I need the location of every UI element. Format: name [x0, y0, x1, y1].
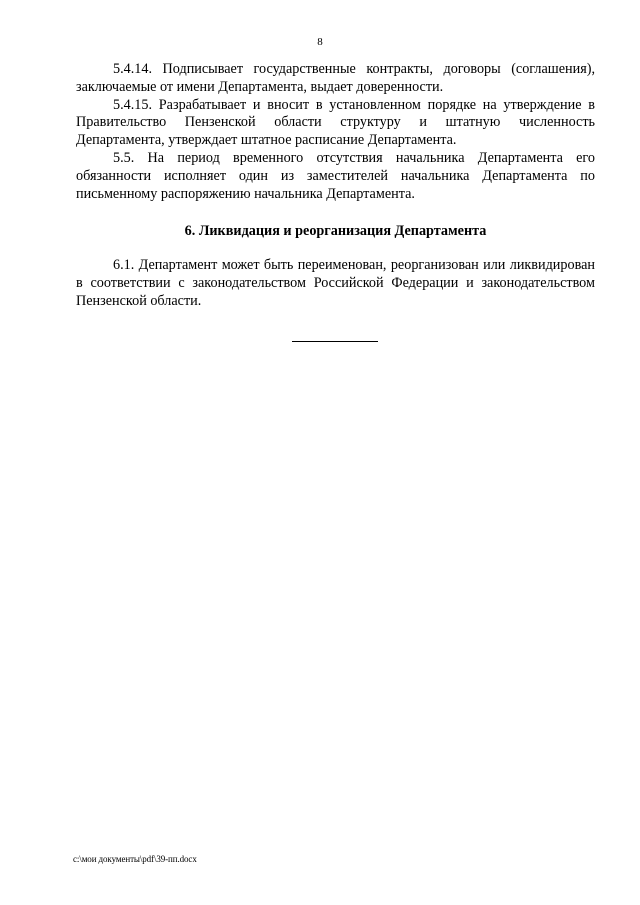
paragraph-5-4-15: 5.4.15. Разрабатывает и вносит в установленном порядке на утверждение в Правительство Пензенской области структуру и штатную численность Департамента, утверждает штатное расписание Департамента. — [76, 96, 595, 149]
section-heading: 6. Ликвидация и реорганизация Департамента — [184, 223, 487, 240]
paragraph-6-1: 6.1. Департамент может быть переименован, реорганизован или ликвидирован в соответствии с законодательством Российской Федерации и законодательством Пензенской области. — [76, 257, 595, 309]
paragraph-5-5: 5.5. На период временного отсутствия начальника Департамента его обязанности исполняет один из заместителей начальника Департамента по письменному распоряжению начальника Департамента. — [76, 149, 595, 202]
document-body — [76, 61, 595, 311]
paragraph-5-4-14: 5.4.14. Подписывает государственные контракты, договоры (соглашения), заключаемые от имени Департамента, выдает доверенности. — [76, 61, 595, 95]
footer-file-path: c:\мои документы\pdf\39-пп.docx — [73, 854, 197, 864]
end-divider-line — [292, 341, 378, 342]
page-number: 8 — [317, 36, 323, 48]
